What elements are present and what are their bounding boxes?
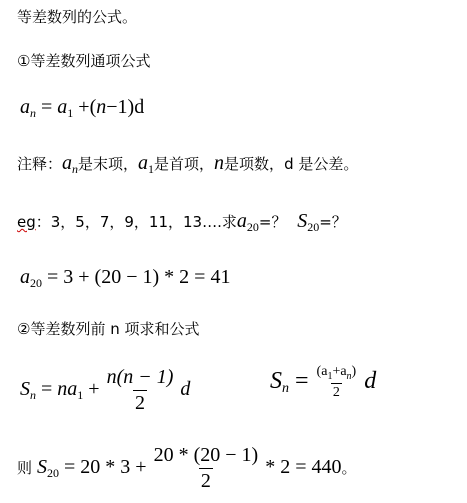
calc-var: a	[20, 266, 30, 288]
formula-var: a	[20, 96, 30, 118]
calc-fraction	[152, 444, 261, 493]
fraction-numerator	[315, 364, 359, 383]
eg-question: =？	[319, 213, 347, 231]
sum-sub: 1	[77, 388, 84, 403]
sum-fraction	[105, 366, 176, 415]
sum-plus: +	[88, 378, 100, 401]
note-var: a	[62, 152, 73, 174]
sum-fraction	[315, 364, 359, 401]
note-text: 是末项，	[78, 155, 139, 173]
sum-sub: n	[282, 381, 289, 397]
fraction-denominator: 2	[332, 385, 340, 400]
eg-question: =？	[258, 213, 287, 231]
calc-post: * 2 = 440	[265, 456, 342, 479]
eg-sequence: ：3，5，7，9，11，13….求	[35, 213, 237, 231]
note-line	[17, 152, 358, 177]
formula-paren: (	[89, 96, 97, 118]
general-term-formula	[20, 96, 144, 121]
eg-sub: 20	[307, 220, 320, 234]
sum-term: na	[57, 378, 78, 401]
num-part: +a	[332, 364, 347, 379]
eg-label: eg	[17, 213, 36, 231]
formula-var: a	[57, 96, 68, 118]
eg-var: S	[297, 210, 308, 232]
calc-rhs: = 3 + (20 − 1) * 2 = 41	[47, 266, 231, 288]
sum-eq: =	[295, 368, 309, 395]
s20-calculation	[17, 444, 356, 493]
note-prefix: 注释：	[17, 155, 63, 173]
eg-sub: 20	[246, 220, 259, 234]
num-sub: n	[346, 371, 352, 382]
formula-sub: 1	[67, 106, 74, 120]
fraction-denominator: 2	[200, 470, 211, 492]
sum-var: S	[20, 378, 30, 401]
sum-eq: =	[41, 378, 53, 401]
note-text: 是首项，	[154, 155, 215, 173]
calc-var: S	[37, 456, 48, 479]
sum-var: d	[180, 378, 191, 401]
example-line	[17, 210, 347, 235]
a20-calculation	[20, 266, 230, 291]
formula-num: 1	[117, 96, 128, 118]
section2-heading: ②等差数列前 n 项求和公式	[17, 320, 200, 338]
num-part: )	[351, 364, 357, 379]
formula-minus: −	[106, 96, 118, 118]
eg-var: a	[236, 210, 247, 232]
sum-var: d	[364, 368, 377, 395]
num-sub: 1	[327, 371, 333, 382]
doc-title: 等差数列的公式。	[17, 8, 138, 26]
note-text: d 是公差。	[284, 155, 359, 173]
formula-var: d	[134, 96, 145, 118]
formula-eq: =	[41, 96, 53, 118]
calc-sub: 20	[47, 466, 60, 481]
fraction-denominator: 2	[134, 392, 145, 414]
num-part: (a	[316, 364, 328, 379]
sum-sub: n	[30, 388, 36, 403]
sum-formula-1	[20, 366, 190, 415]
note-var: a	[138, 152, 149, 174]
formula-paren: )	[127, 96, 135, 118]
note-text: 是项数，	[224, 155, 285, 173]
formula-var: n	[96, 96, 107, 118]
calc-pre: = 20 * 3 +	[64, 456, 147, 479]
calc-end: 。	[341, 459, 357, 478]
then-label: 则	[17, 459, 33, 478]
calc-sub: 20	[30, 276, 42, 290]
note-sub: 1	[148, 162, 155, 176]
formula-plus: +	[78, 96, 90, 118]
note-sub: n	[72, 162, 79, 176]
note-var: n	[214, 152, 225, 174]
fraction-numerator: n(n − 1)	[106, 366, 174, 388]
sum-var: S	[270, 368, 282, 395]
section1-heading: ①等差数列通项公式	[17, 52, 151, 70]
sum-formula-2	[270, 364, 376, 401]
formula-sub: n	[30, 106, 36, 120]
fraction-numerator: 20 * (20 − 1)	[153, 444, 259, 466]
